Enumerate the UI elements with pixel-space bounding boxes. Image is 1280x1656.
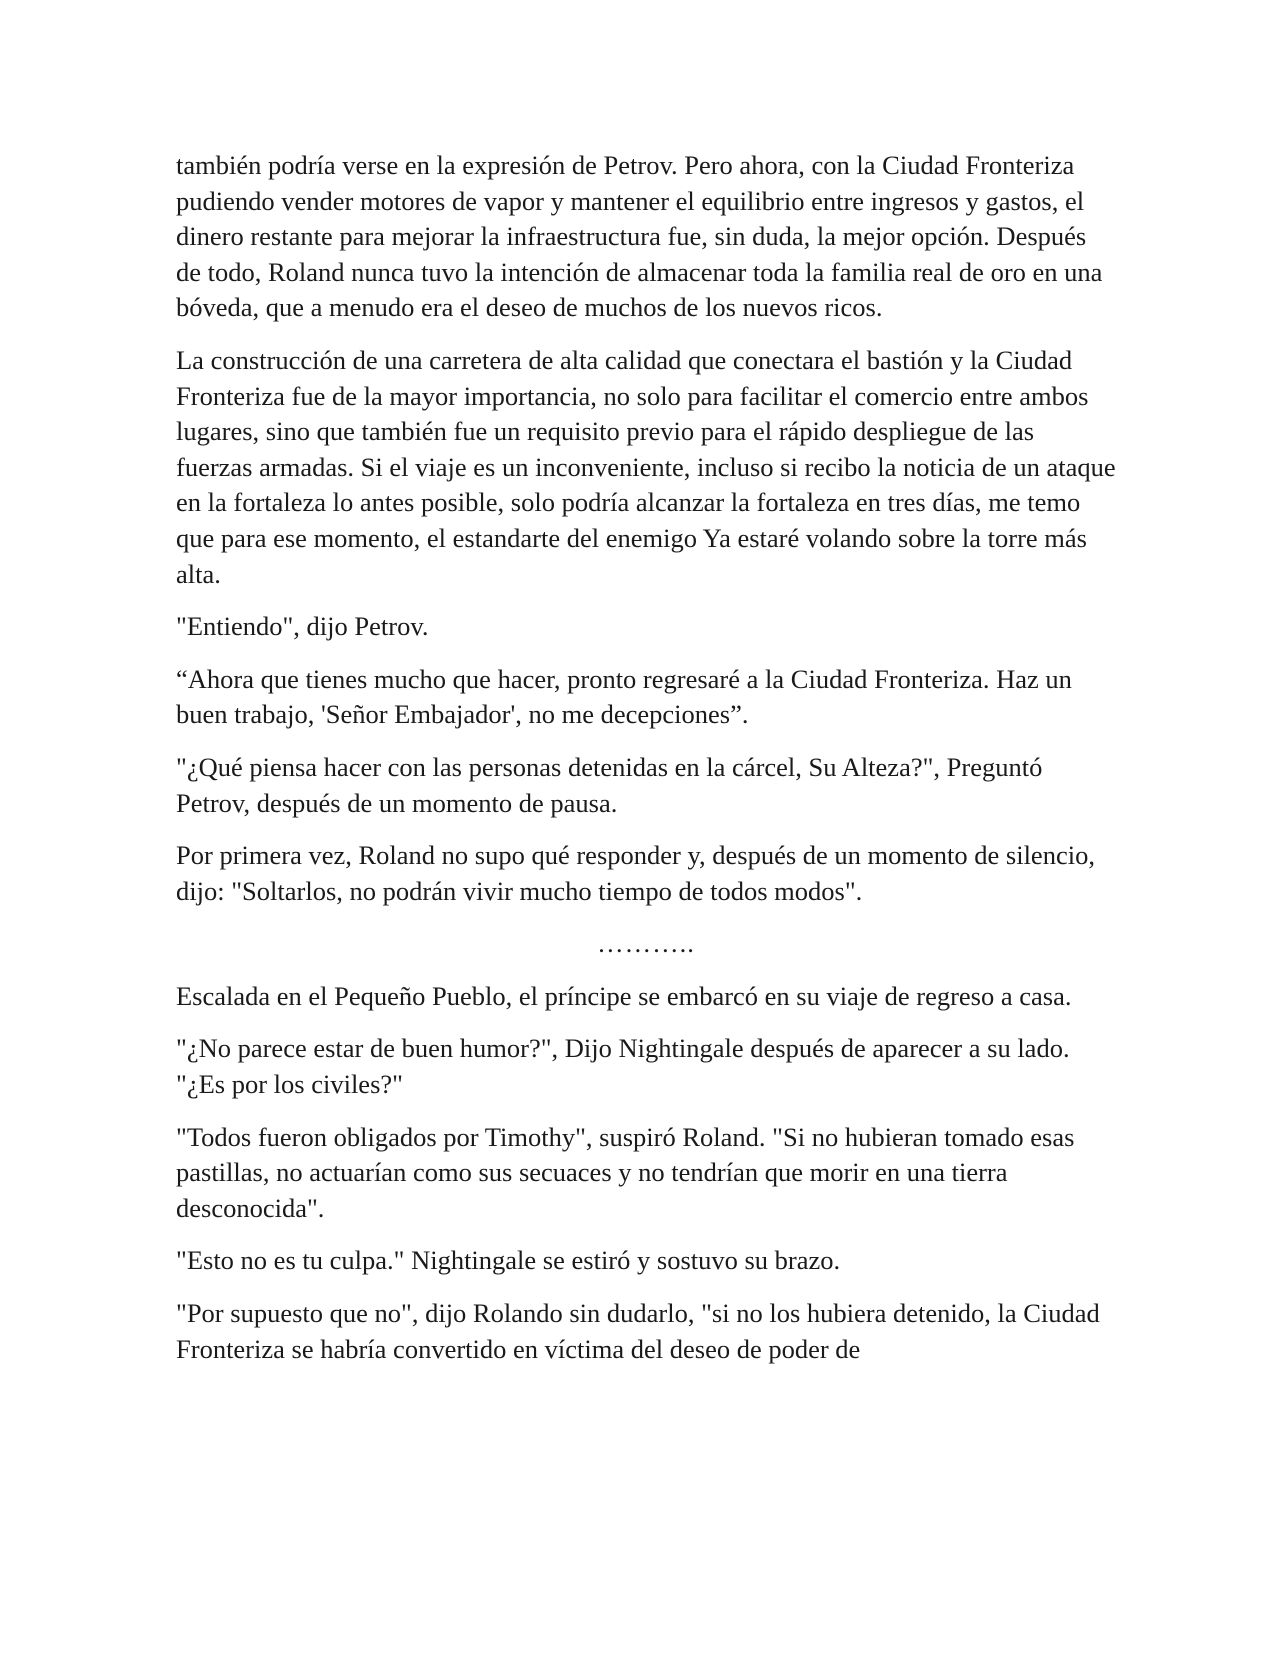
- paragraph: Escalada en el Pequeño Pueblo, el príncipe se embarcó en su viaje de regreso a casa.: [176, 980, 1072, 1011]
- paragraph: "¿No parece estar de buen humor?", Dijo Nightingale después de aparecer a su lado. "¿Es por los civiles?": [176, 1033, 1070, 1100]
- paragraph: “Ahora que tienes mucho que hacer, pronto regresaré a la Ciudad Fronteriza. Haz un buen trabajo, 'Señor Embajador', no me decepciones”.: [176, 663, 1072, 730]
- paragraph: "Entiendo", dijo Petrov.: [176, 611, 429, 642]
- paragraph: también podría verse en la expresión de Petrov. Pero ahora, con la Ciudad Fronteriza pudiendo vender motores de vapor y mantener el equilibrio entre ingresos y gastos, el dinero restante para mejorar la infraestructura fue, sin duda, la mejor opción. Después de todo, Roland nunca tuvo la intención de almacenar toda la familia real de oro en una bóveda, que a menudo era el deseo de muchos de los nuevos ricos.: [176, 150, 1103, 323]
- paragraph: "Por supuesto que no", dijo Rolando sin dudarlo, "si no los hubiera detenido, la Ciudad Fronteriza se habría convertido en víctima del deseo de poder de: [176, 1298, 1100, 1364]
- paragraph: Por primera vez, Roland no supo qué responder y, después de un momento de silencio, dijo: "Soltarlos, no podrán vivir mucho tiempo de todos modos".: [176, 840, 1095, 906]
- section-divider: ………..: [597, 928, 695, 959]
- paragraph: "Todos fueron obligados por Timothy", suspiró Roland. "Si no hubieran tomado esas pastillas, no actuarían como sus secuaces y no tendrían que morir en una tierra desconocida".: [176, 1121, 1075, 1223]
- paragraph: La construcción de una carretera de alta calidad que conectara el bastión y la Ciudad Fronteriza fue de la mayor importancia, no solo para facilitar el comercio entre ambos lugares, sino que también fue un requisito previo para el rápido despliegue de las fuerzas armadas. Si el viaje es un inconveniente, incluso si recibo la noticia de un ataque en la fortaleza lo antes posible, solo podría alcanzar la fortaleza en tres días, me temo que para ese momento, el estandarte del enemigo Ya estaré volando sobre la torre más alta.: [176, 344, 1116, 589]
- paragraph: "¿Qué piensa hacer con las personas detenidas en la cárcel, Su Alteza?", Preguntó Petrov, después de un momento de pausa.: [176, 751, 1043, 818]
- paragraph: "Esto no es tu culpa." Nightingale se estiró y sostuvo su brazo.: [176, 1245, 841, 1276]
- page-body-text: [176, 148, 1116, 1384]
